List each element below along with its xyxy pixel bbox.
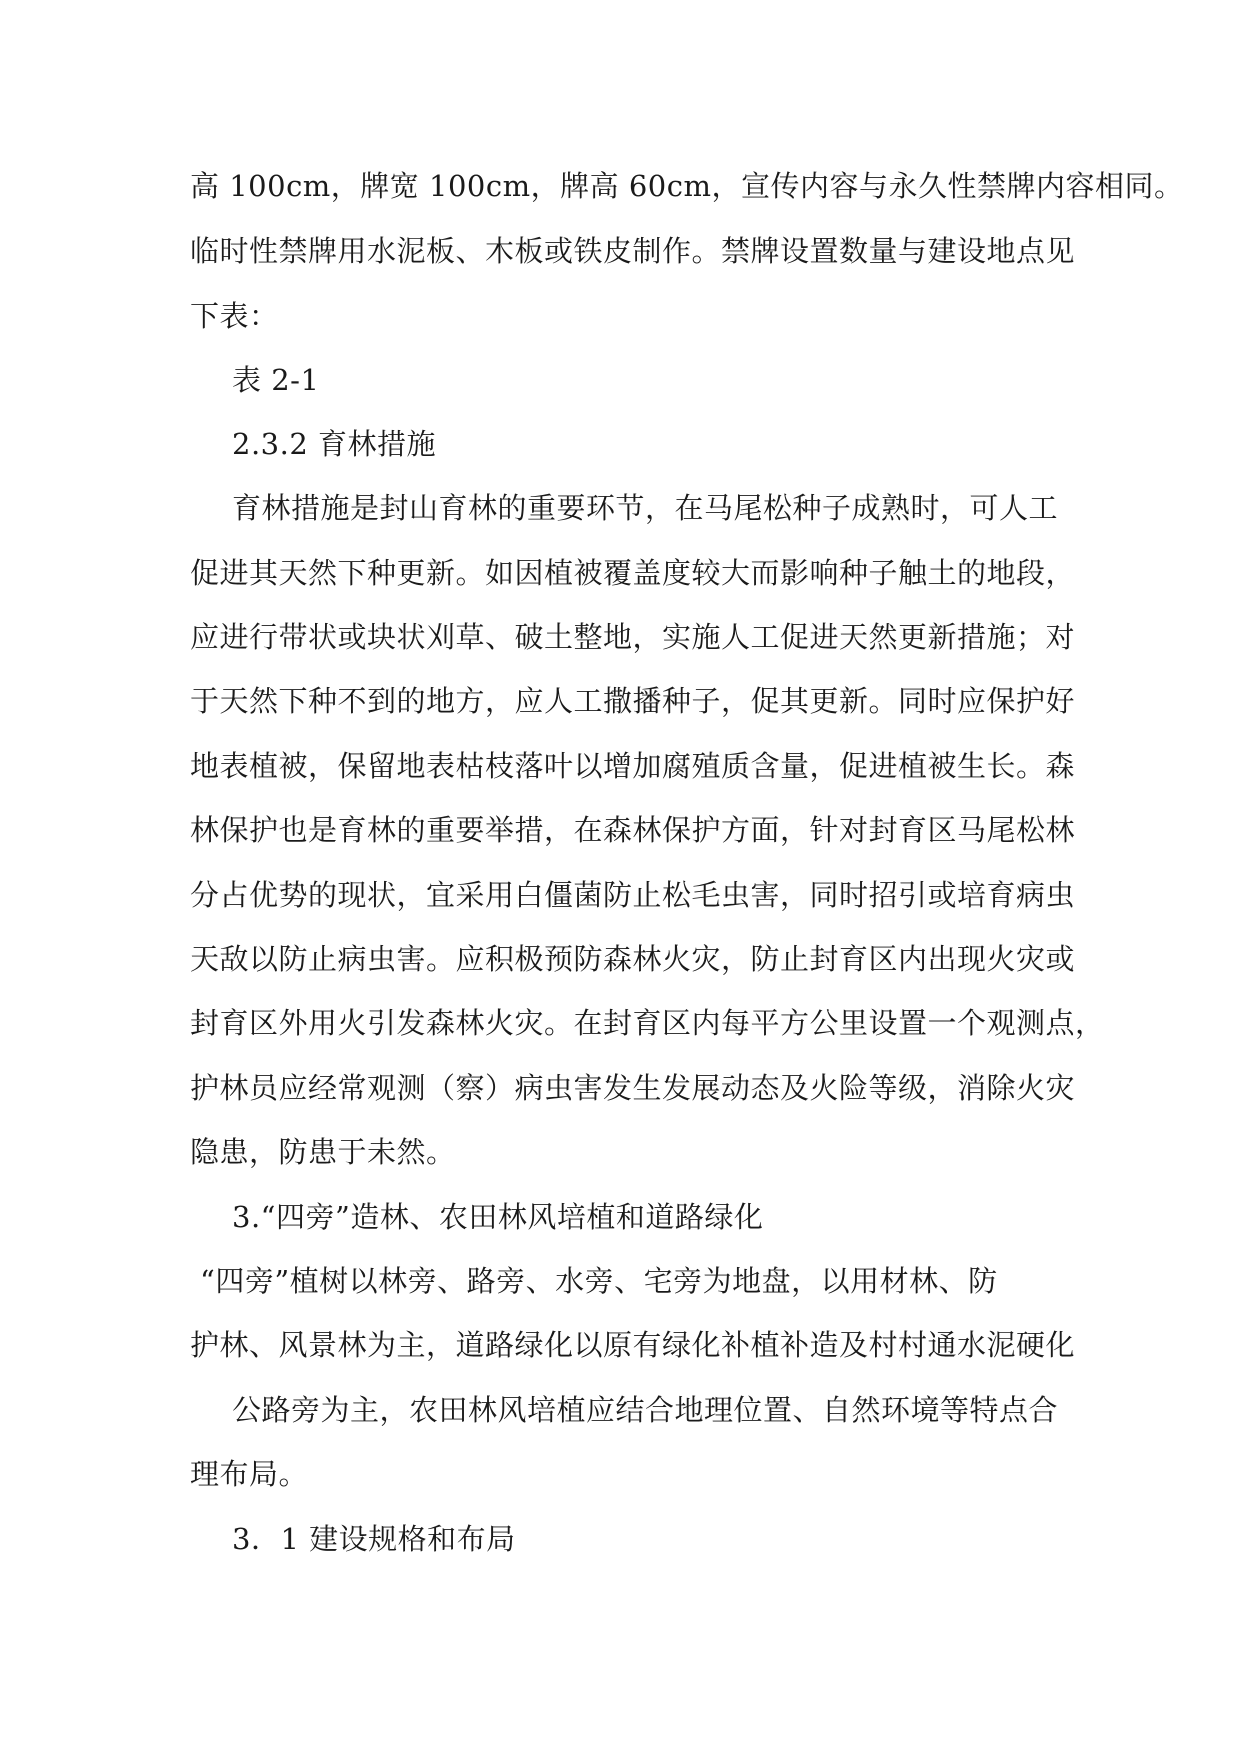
section-heading: 3.“四旁”造林、农田林风培植和道路绿化 [232, 1200, 764, 1234]
paragraph-line: 育林措施是封山育林的重要环节，在马尾松种子成熟时，可人工 [232, 491, 1059, 525]
paragraph-line: “四旁”植树以林旁、路旁、水旁、宅旁为地盘，以用材林、防 [200, 1264, 998, 1298]
paragraph-line: 隐患，防患于未然。 [190, 1135, 456, 1169]
paragraph-line: 地表植被，保留地表枯枝落叶以增加腐殖质含量，促进植被生长。森 [190, 749, 1076, 783]
paragraph-line: 林保护也是育林的重要举措，在森林保护方面，针对封育区马尾松林 [190, 813, 1076, 847]
section-heading: 3．1 建设规格和布局 [232, 1522, 516, 1556]
table-caption: 表 2-1 [232, 363, 320, 397]
paragraph-line: 护林员应经常观测（察）病虫害发生发展动态及火险等级，消除火灾 [190, 1071, 1076, 1105]
paragraph-line: 公路旁为主，农田林风培植应结合地理位置、自然环境等特点合 [232, 1393, 1059, 1427]
paragraph-line: 促进其天然下种更新。如因植被覆盖度较大而影响种子触土的地段， [190, 556, 1076, 590]
paragraph-line: 于天然下种不到的地方，应人工撒播种子，促其更新。同时应保护好 [190, 684, 1076, 718]
section-heading: 2.3.2 育林措施 [232, 427, 437, 461]
paragraph-line: 封育区外用火引发森林火灾。在封育区内每平方公里设置一个观测点， [190, 1006, 1105, 1040]
paragraph-line: 下表： [190, 299, 279, 333]
paragraph-line: 分占优势的现状，宜采用白僵菌防止松毛虫害，同时招引或培育病虫 [190, 878, 1076, 912]
paragraph-line: 护林、风景林为主，道路绿化以原有绿化补植补造及村村通水泥硬化 [190, 1328, 1076, 1362]
paragraph-line: 高 100cm，牌宽 100cm，牌高 60cm，宣传内容与永久性禁牌内容相同。 [190, 169, 1184, 203]
paragraph-line: 应进行带状或块状刈草、破土整地，实施人工促进天然更新措施；对 [190, 620, 1076, 654]
paragraph-line: 理布局。 [190, 1457, 309, 1491]
paragraph-line: 天敌以防止病虫害。应积极预防森林火灾，防止封育区内出现火灾或 [190, 942, 1076, 976]
paragraph-line: 临时性禁牌用水泥板、木板或铁皮制作。禁牌设置数量与建设地点见 [190, 234, 1076, 268]
